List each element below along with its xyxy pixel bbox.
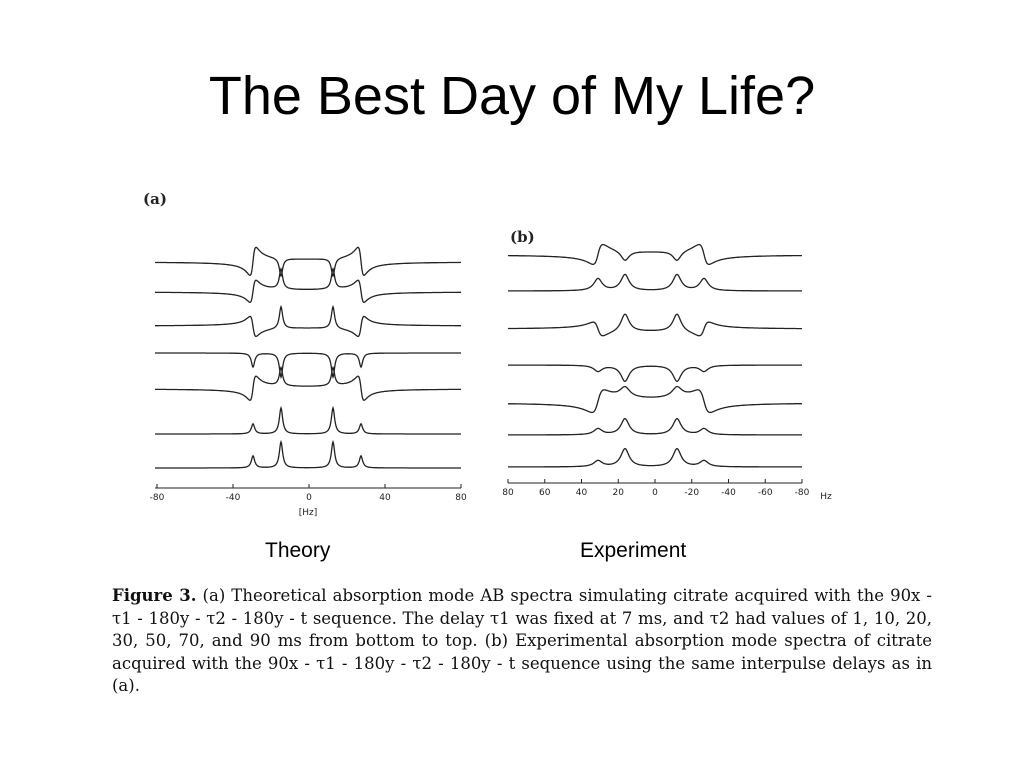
panel-b-spectrum-trace <box>508 419 802 435</box>
figure-caption <box>112 585 932 698</box>
panel-a-traces <box>155 247 461 468</box>
panel-b-tick-label: 80 <box>502 488 514 498</box>
theory-label: Theory <box>265 539 331 562</box>
panel-a-tick-label: -80 <box>149 493 165 503</box>
panel-a-tick-label: -40 <box>225 493 241 503</box>
panel-b-spectrum-trace <box>508 449 802 467</box>
panel-b-spectrum-trace <box>508 387 802 413</box>
panel-a-spectrum-trace <box>155 247 461 276</box>
panel-b-spectrum-trace <box>508 314 802 336</box>
slide-title: The Best Day of My Life? <box>208 66 816 126</box>
panel-a-spectrum-trace <box>155 442 461 468</box>
panel-a-tick-label: 40 <box>379 493 391 503</box>
panel-a-tick-label: 80 <box>455 493 467 503</box>
panel-b-x-axis <box>502 479 832 502</box>
panel-a-x-unit: [Hz] <box>298 508 318 518</box>
panel-a-spectrum-trace <box>155 307 461 337</box>
panel-b-tick-label: 60 <box>539 488 551 498</box>
experiment-label: Experiment <box>580 539 687 562</box>
figure-caption-text: (a) Theoretical absorption mode AB spectra simulating citrate acquired with the 90x - τ1 - 180y - τ2 - 180y - t sequence. The delay τ1 was fixed at 7 ms, and τ2 had values of 1, 10, 20, 30, 50, 70, and 90 ms from bottom to top. (b) Experimental absorption mode spectra of citrate acquired with the 90x - τ1 - 180y - τ2 - 180y - t sequence using the same interpulse delays as in (a). <box>112 586 932 695</box>
panel-b-tick-label: -80 <box>794 488 810 498</box>
panel-b-spectrum-trace <box>508 245 802 265</box>
panel-a-x-axis <box>150 484 467 518</box>
panel-a-spectrum-trace <box>155 368 461 401</box>
panel-a-spectrum-trace <box>155 353 461 377</box>
panel-b-plot <box>500 235 840 515</box>
panel-b-tick-label: -20 <box>684 488 700 498</box>
panel-b-spectrum-trace <box>508 274 802 291</box>
panel-b-x-unit: Hz <box>820 492 832 502</box>
panel-b-tick-label: -60 <box>757 488 773 498</box>
panel-a-spectrum-trace <box>155 269 461 303</box>
panel-b-label: (b) <box>510 228 535 246</box>
panel-b-tick-label: 40 <box>575 488 588 498</box>
panel-b-traces <box>508 245 802 467</box>
panel-b-spectrum-trace <box>508 365 802 381</box>
panel-a-spectrum-trace <box>155 408 461 434</box>
panel-a-label: (a) <box>143 190 167 208</box>
panel-a-tick-label: 0 <box>306 493 312 503</box>
panel-b-tick-label: 0 <box>652 488 658 498</box>
panel-a-plot <box>145 230 475 520</box>
panel-b-tick-label: -40 <box>721 488 736 498</box>
panel-b-tick-label: 20 <box>612 488 624 498</box>
figure-caption-lead: Figure 3. <box>112 586 197 605</box>
